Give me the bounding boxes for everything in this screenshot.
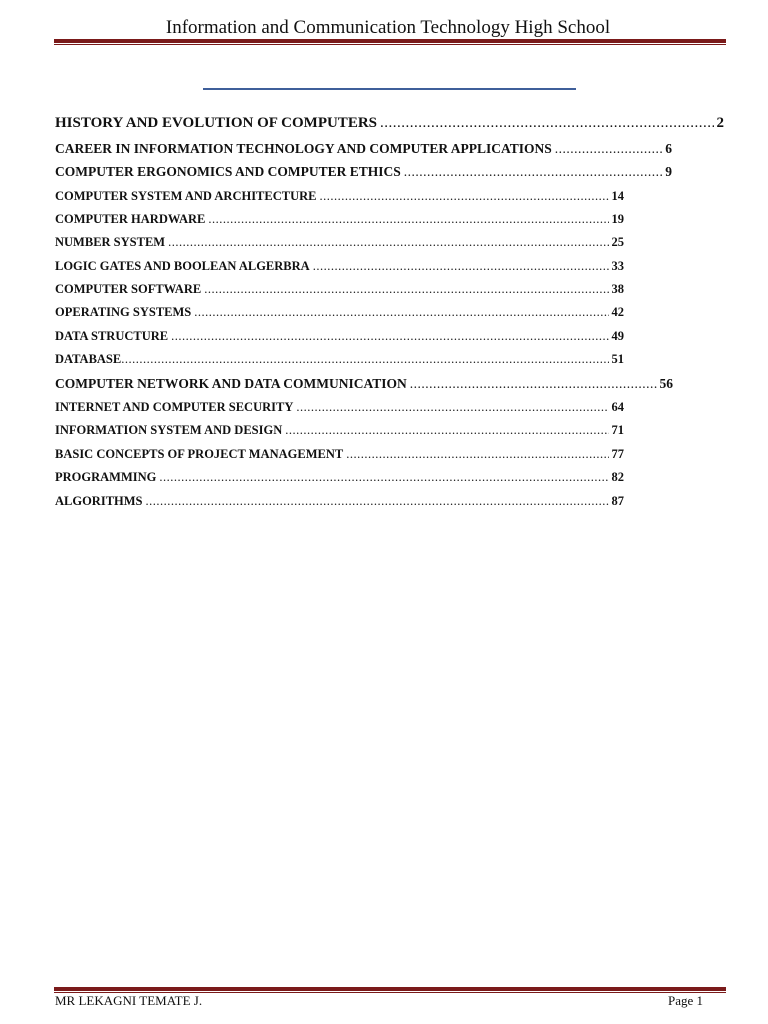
toc-entry-title: COMPUTER SYSTEM AND ARCHITECTURE	[55, 189, 317, 203]
toc-entry[interactable]	[55, 259, 624, 274]
toc-leader	[313, 259, 609, 274]
toc-leader	[555, 141, 662, 157]
toc-entry[interactable]	[55, 329, 624, 344]
toc-entry-page: 77	[611, 447, 624, 461]
footer-author: MR LEKAGNI TEMATE J.	[55, 993, 203, 1008]
toc-entry[interactable]	[55, 400, 624, 415]
toc-entry-title: BASIC CONCEPTS OF PROJECT MANAGEMENT	[55, 447, 344, 461]
toc-entry[interactable]	[55, 164, 672, 180]
toc-leader	[380, 115, 714, 132]
toc-entry-title: COMPUTER SOFTWARE	[55, 282, 202, 296]
toc-entry-title: COMPUTER HARDWARE	[55, 212, 206, 226]
toc-entry-page: 25	[611, 235, 624, 249]
toc-entry[interactable]	[55, 305, 624, 320]
toc-leader	[204, 282, 608, 297]
toc-entry-page: 42	[611, 305, 624, 319]
toc-leader	[168, 235, 608, 250]
toc-entry-title: CAREER IN INFORMATION TECHNOLOGY AND COMPUTER APPLICATIONS	[55, 141, 552, 156]
toc-entry-title: OPERATING SYSTEMS	[55, 305, 192, 319]
footer-rule	[54, 987, 726, 991]
toc-leader	[208, 212, 608, 227]
toc-entry-page: 49	[611, 329, 624, 343]
toc-entry[interactable]	[55, 352, 624, 367]
toc-entry-page: 19	[611, 212, 624, 226]
toc-leader	[146, 494, 609, 509]
toc-entry-title: PROGRAMMING	[55, 470, 157, 484]
toc-entry-page: 33	[611, 259, 624, 273]
toc-entry-title: DATA STRUCTURE	[55, 329, 169, 343]
toc-entry-page: 38	[611, 282, 624, 296]
toc-leader	[194, 305, 608, 320]
toc-entry-page: 51	[611, 352, 624, 366]
toc-entry-page: 2	[716, 115, 724, 131]
toc-heading-rule	[203, 88, 576, 90]
toc-entry[interactable]	[55, 376, 673, 392]
toc-entry-page: 14	[611, 189, 624, 203]
toc-entry-title: NUMBER SYSTEM	[55, 235, 166, 249]
toc-entry-page: 6	[665, 141, 672, 156]
toc-leader	[171, 329, 608, 344]
toc-entry-title: COMPUTER ERGONOMICS AND COMPUTER ETHICS	[55, 164, 401, 179]
header-rule	[54, 39, 726, 43]
toc-leader	[320, 189, 609, 204]
toc-entry[interactable]	[55, 141, 672, 157]
toc-entry[interactable]	[55, 189, 624, 204]
toc-entry[interactable]	[55, 470, 624, 485]
toc-leader	[410, 376, 657, 392]
page-header-title: Information and Communication Technology High School	[165, 17, 611, 38]
toc-entry[interactable]	[55, 235, 624, 250]
toc-leader	[346, 447, 608, 462]
toc-entry[interactable]	[55, 282, 624, 297]
toc-entry[interactable]	[55, 494, 624, 509]
toc-entry-title: INFORMATION SYSTEM AND DESIGN	[55, 423, 283, 437]
toc-entry-title: LOGIC GATES AND BOOLEAN ALGERBRA	[55, 259, 310, 273]
toc-entry-title: HISTORY AND EVOLUTION OF COMPUTERS	[55, 115, 377, 131]
toc-entry-title: COMPUTER NETWORK AND DATA COMMUNICATION	[55, 376, 407, 391]
toc-entry-page: 56	[659, 376, 673, 391]
toc-leader	[159, 470, 608, 485]
toc-entry-title: INTERNET AND COMPUTER SECURITY	[55, 400, 294, 414]
toc-entry-title: ALGORITHMS	[55, 494, 143, 508]
toc-entry-page: 71	[611, 423, 624, 437]
footer-page-number: Page 1	[667, 993, 703, 1008]
toc-entry-page: 87	[611, 494, 624, 508]
toc-entry-page: 82	[611, 470, 624, 484]
toc-entry-title: DATABASE	[55, 352, 122, 366]
toc-entry[interactable]	[55, 447, 624, 462]
toc-leader	[296, 400, 608, 415]
header-rule-thin	[54, 44, 726, 45]
toc-entry[interactable]	[55, 115, 724, 132]
toc-entry[interactable]	[55, 212, 624, 227]
toc-leader	[285, 423, 608, 438]
toc-entry-page: 9	[665, 164, 672, 179]
toc-leader	[121, 352, 608, 367]
toc-leader	[404, 164, 662, 180]
toc-entry[interactable]	[55, 423, 624, 438]
toc-entry-page: 64	[611, 400, 624, 414]
